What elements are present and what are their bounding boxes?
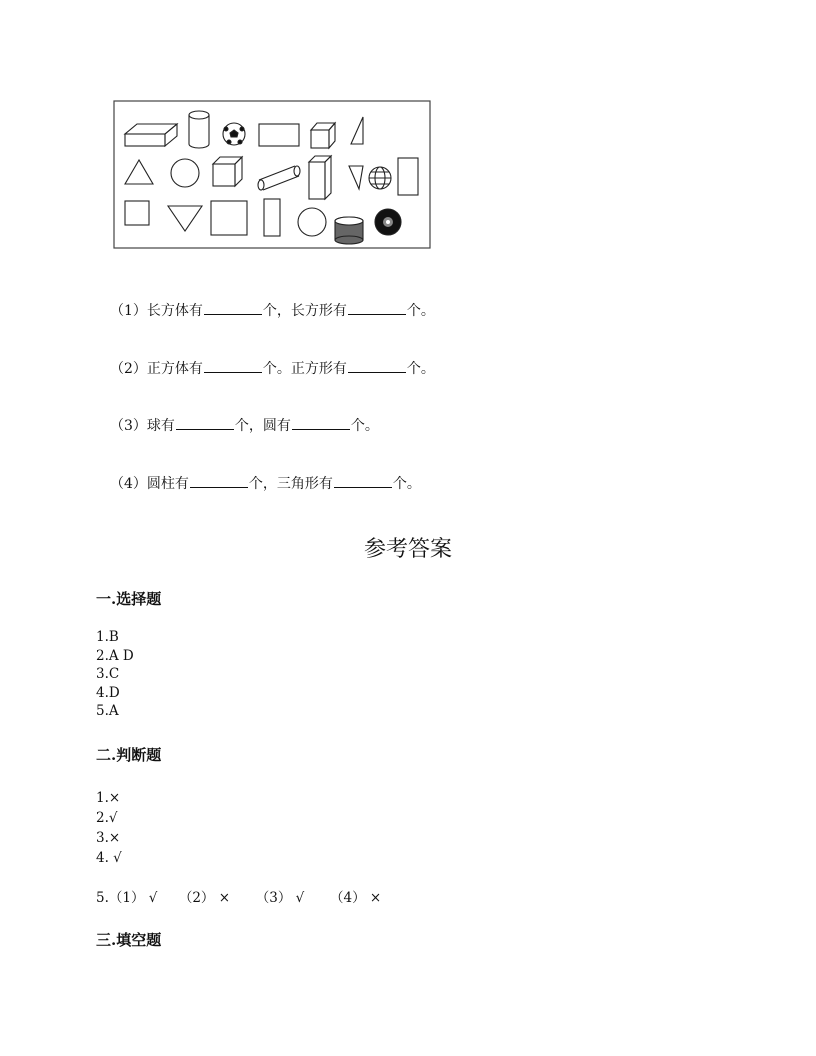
question-4-mid: 个，三角形有 xyxy=(248,476,333,492)
answer-title: 参考答案 xyxy=(363,537,452,562)
globe-shape xyxy=(369,167,391,189)
cube-small-shape xyxy=(311,123,335,148)
answer-item: 1.× xyxy=(96,790,121,806)
cylinder-upright-shape xyxy=(189,111,209,148)
cube-shape xyxy=(213,157,242,186)
question-2-end: 个。 xyxy=(406,361,435,377)
cylinder-short-shape xyxy=(335,217,363,244)
judge-answers xyxy=(96,788,122,868)
answer-blank[interactable] xyxy=(204,302,262,315)
question-3-label: （3）球有 xyxy=(110,418,175,434)
answer-blank[interactable] xyxy=(334,475,392,488)
answer-item-5: 5.（1） √ （2） × （3） √ （4） × xyxy=(96,890,382,906)
choice-answers xyxy=(96,628,134,721)
question-1 xyxy=(110,300,435,320)
question-4-label: （4）圆柱有 xyxy=(110,476,189,492)
question-1-end: 个。 xyxy=(406,303,435,319)
section-choice-title: 一.选择题 xyxy=(96,590,162,608)
answer-item: 1.B xyxy=(96,629,119,645)
answer-blank[interactable] xyxy=(190,475,248,488)
answer-item: 2.√ xyxy=(96,810,118,826)
rectangle-shape xyxy=(259,124,299,146)
answer-item: 3.C xyxy=(96,666,120,682)
cuboid-flat-shape xyxy=(125,124,177,146)
answer-item: 4.D xyxy=(96,684,120,701)
question-4-end: 个。 xyxy=(392,476,421,492)
right-triangle-shape xyxy=(351,117,363,144)
question-2 xyxy=(110,358,435,378)
question-3 xyxy=(110,415,379,435)
question-3-mid: 个，圆有 xyxy=(234,418,291,434)
triangle-shape xyxy=(125,160,153,184)
rectangle-tall-shape xyxy=(398,158,418,195)
answer-item: 5.A xyxy=(96,703,119,719)
shapes-figure xyxy=(113,100,433,250)
answer-blank[interactable] xyxy=(292,417,350,430)
section-judge-title: 二.判断题 xyxy=(96,746,162,764)
question-2-mid: 个。正方形有 xyxy=(262,361,347,377)
soccer-ball-shape xyxy=(223,123,245,145)
answer-item: 2.A D xyxy=(96,647,134,664)
triangle-inverted-shape xyxy=(168,206,202,231)
question-1-label: （1）长方体有 xyxy=(110,303,203,319)
square-shape xyxy=(125,201,149,225)
answer-blank[interactable] xyxy=(176,417,234,430)
circle-shape xyxy=(171,159,199,187)
answer-blank[interactable] xyxy=(348,360,406,373)
answer-item: 3.× xyxy=(96,830,121,846)
question-4 xyxy=(110,473,421,493)
answer-blank[interactable] xyxy=(348,302,406,315)
answer-item: 4. √ xyxy=(96,850,122,866)
cuboid-tall-shape xyxy=(309,156,331,199)
circle-2-shape xyxy=(298,208,326,236)
cylinder-lying-shape xyxy=(258,166,300,190)
question-2-label: （2）正方体有 xyxy=(110,361,203,377)
question-1-mid: 个，长方形有 xyxy=(262,303,347,319)
rectangle-narrow-shape xyxy=(264,199,280,236)
sphere-dark-shape xyxy=(375,209,401,235)
square-large-shape xyxy=(211,201,247,235)
section-fill-title: 三.填空题 xyxy=(96,931,162,949)
question-3-end: 个。 xyxy=(350,418,379,434)
right-triangle-2-shape xyxy=(349,166,363,189)
answer-blank[interactable] xyxy=(204,360,262,373)
